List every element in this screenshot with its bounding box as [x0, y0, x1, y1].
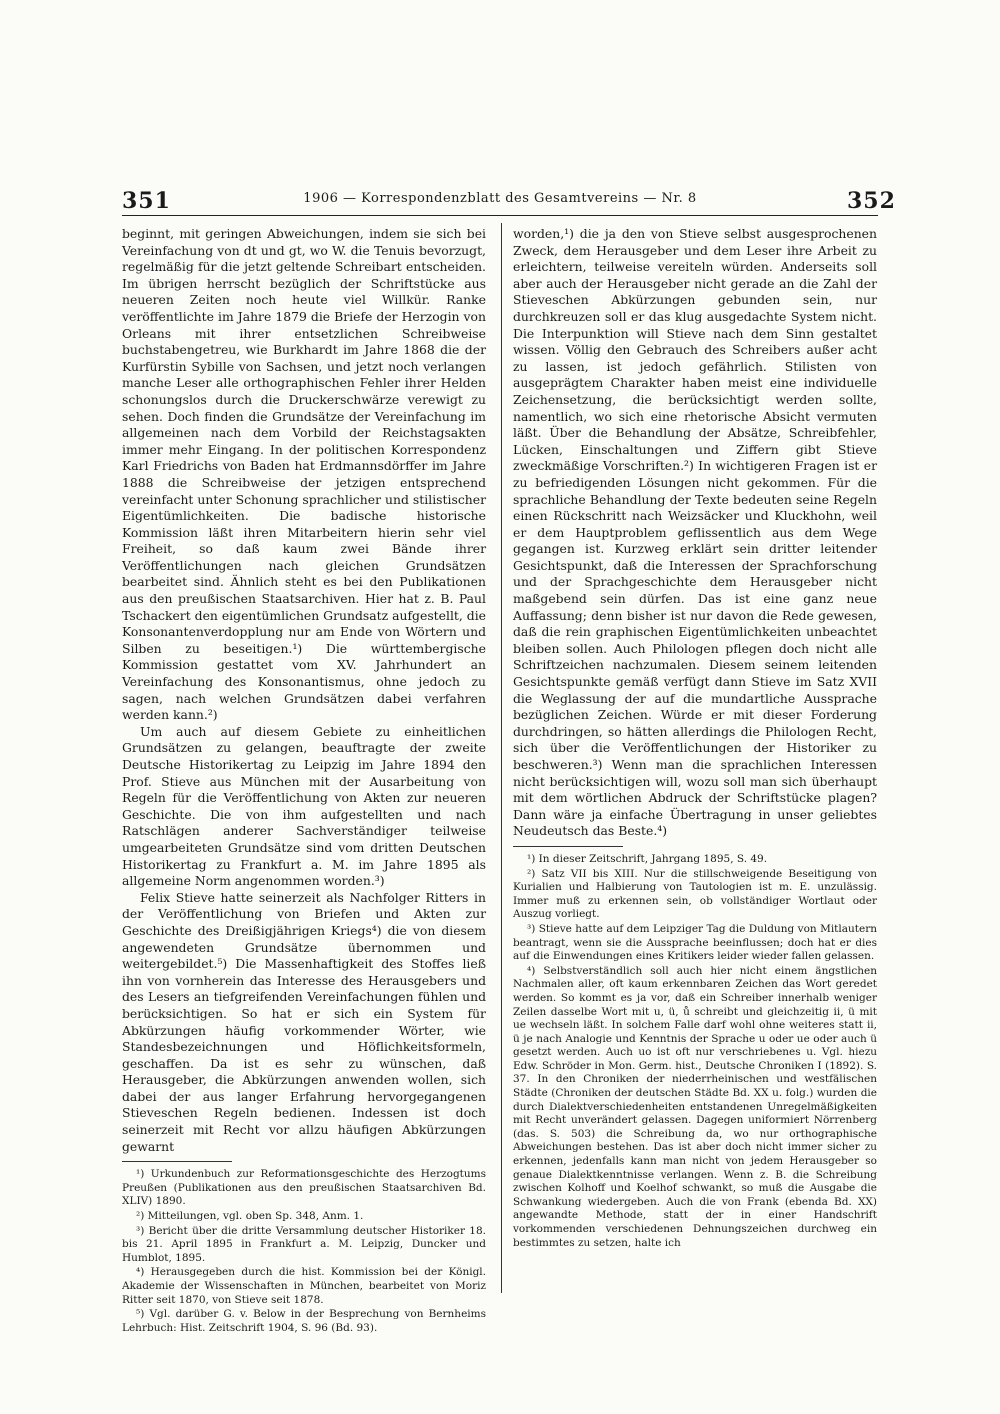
- right-column: [513, 226, 877, 1251]
- header-rule: [122, 215, 878, 216]
- left-body-text: [122, 226, 486, 1155]
- footnote: ²) Mitteilungen, vgl. oben Sp. 348, Anm. 1.: [136, 1210, 364, 1223]
- page-number-left: 351: [122, 188, 171, 214]
- left-paragraph: Um auch auf diesem Gebiete zu einheitlichen Grundsätzen zu gelangen, beauftragte der zweite Deutsche Historikertag zu Leipzig im Jahre 1894 den Prof. Stieve aus München mit der Ausarbeitung von Regeln für die Veröffentlichung von Akten zur neueren Geschichte. Die von ihm aufgestellten und nach Ratschlägen anderer Sachverständiger teilweise umgearbeiteten Grundsätze sind vom dritten Deutschen Historikertag zu Frankfurt a. M. im Jahre 1895 als allgemeine Norm angenommen worden.³): [122, 723, 486, 889]
- left-paragraph: Felix Stieve hatte seinerzeit als Nachfolger Ritters in der Veröffentlichung von Briefen und Akten zur Geschichte des Dreißigjährigen Kriegs⁴) die von diesem angewendeten Grundsätze übernommen und weitergebildet.⁵) Die Massenhaftigkeit des Stoffes ließ ihn von vornherein das Interesse des Herausgebers und des Lesers an tiefgreifenden Vereinfachungen fühlen und berücksichtigen. So hat er sich ein System für Abkürzungen häufig vorkommender Wörter, wie Standesbezeichnungen und Höflichkeitsformeln, geschaffen. Da ist es sehr zu wünschen, daß Herausgeber, die Abkürzungen anwenden wollen, sich dabei der aus langer Erfahrung hervorgegangenen Stieveschen Regeln bedienen. Indessen ist doch seinerzeit mit Recht vor allzu häufigen Abkürzungen gewarnt: [122, 889, 486, 1154]
- right-footnotes: [513, 853, 877, 1250]
- footnote: ⁴) Selbstverständlich soll auch hier nicht einem ängstlichen Nachmalen aller, oft kaum erkennbaren Zeichen das Wort geredet werden. So kommt es ja vor, daß ein Schreiber innerhalb weniger Zeilen dasselbe Wort mit u, ü, ů schreibt und gleichzeitig ii, ü mit ue wechseln läßt. In solchem Falle darf wohl ohne weiteres statt ii, ü je nach Analogie und Kenntnis der Sprache u oder ue oder auch ü gesetzt werden. Auch uo ist oft nur verschriebenes u. Vgl. hiezu Edw. Schröder in Mon. Germ. hist., Deutsche Chroniken I (1892). S. 37. In den Chroniken der niederrheinischen und westfälischen Städte (Chroniken der deutschen Städte Bd. XX u. folg.) wurden die durch Dialektverschiedenheiten entstandenen Unregelmäßigkeiten mit Recht unverändert gelassen. Dagegen uniformiert Nörrenberg (das. S. 503) die Schreibung da, wo nur orthographische Abweichungen bestehen. Das ist aber doch nicht immer sicher zu erkennen, jedenfalls kann man nicht von jedem Herausgeber so genaue Dialektkenntnisse verlangen. Wenn z. B. die Schreibung zwischen Kolhoff und Koelhof schwankt, so muß die Ausgabe die Schwankung wiedergeben. Auch die von Frank (ebenda Bd. XX) angewandte Methode, statt der in einer Handschrift vorkommenden verschiedenen Dehnungszeichen durchweg ein bestimmtes zu setzen, halte ich: [513, 964, 877, 1249]
- footnote: ¹) Urkundenbuch zur Reformationsgeschichte des Herzogtums Preußen (Publikationen aus den preußischen Staatsarchiven Bd. XLIV) 1890.: [122, 1168, 486, 1208]
- left-column: [122, 226, 486, 1336]
- footnote-rule: [122, 1161, 232, 1162]
- right-paragraph: worden,¹) die ja den von Stieve selbst ausgesprochenen Zweck, dem Herausgeber und dem Leser ihre Arbeit zu erleichtern, teilweise vereiteln würden. Anderseits soll aber auch der Herausgeber nicht gerade an die Zahl der Stieveschen Abkürzungen gebunden sein, nur durchkreuzen soll er das klug ausgedachte System nicht. Die Interpunktion will Stieve nach dem Sinn gestaltet wissen. Völlig den Gebrauch des Schreibers außer acht zu lassen, ist jedoch gefährlich. Stilisten von ausgeprägtem Charakter haben meist eine individuelle Zeichensetzung, die berücksichtigt werden sollte, namentlich, wo sich eine rhetorische Absicht vermuten läßt. Über die Behandlung der Absätze, Schreibfehler, Lücken, Einschaltungen und Ziffern gibt Stieve zweckmäßige Vorschriften.²) In wichtigeren Fragen ist er zu befriedigenden Lösungen nicht gekommen. Für die sprachliche Behandlung der Texte bedeuten seine Regeln einen Rückschritt nach Weizsäcker und Kluckhohn, weil er dem Hauptproblem geflissentlich aus dem Wege gegangen ist. Kurzweg erklärt sein dritter leitender Gesichtspunkt, daß die Interessen der Sprachforschung und der Sprachgeschichte dem Herausgeber nicht maßgebend sein dürfen. Das ist eine ganz neue Auffassung; denn bisher ist nur davon die Rede gewesen, daß die rein graphischen Eigentümlichkeiten unbeachtet bleiben sollen. Auch Philologen pflegen doch nicht alle Schriftzeichen nachzumalen. Diesem seinem leitenden Gesichtspunkte gemäß verfügt dann Stieve im Satz XVII die Weglassung der auf die mundartliche Aussprache bezüglichen Zeichen. Würde er mit dieser Forderung durchdringen, so hätten allerdings die Philologen Recht, sich über die Veröffentlichungen der Historiker zu beschweren.³) Wenn man die sprachlichen Interessen nicht berücksichtigen will, wozu soll man sich überhaupt mit dem wörtlichen Abdruck der Schriftstücke plagen? Dann wäre ja einfache Übertragung in unser geliebtes Neudeutsch das Beste.⁴): [513, 226, 877, 839]
- footnote: ³) Stieve hatte auf dem Leipziger Tag die Duldung von Mitlautern beantragt, wenn sie die Aussprache beeinflussen; doch hat er dies auf die Einwendungen eines Kritikers leider wieder fallen gelassen.: [513, 922, 877, 963]
- footnote: ³) Bericht über die dritte Versammlung deutscher Historiker 18. bis 21. April 1895 in Frankfurt a. M. Leipzig, Duncker und Humblot, 1895.: [122, 1224, 486, 1264]
- right-body-text: [513, 226, 877, 840]
- column-divider: [501, 223, 502, 1293]
- footnote: ²) Satz VII bis XIII. Nur die stillschweigende Beseitigung von Kurialien und Halbierung von Tautologien ist m. E. unzulässig. Immer muß zu erkennen sein, ob vollständiger Wortlaut oder Auszug vorliegt.: [513, 867, 877, 921]
- footnote-rule: [513, 846, 623, 847]
- footnote: ⁵) Vgl. darüber G. v. Below in der Besprechung von Bernheims Lehrbuch: Hist. Zeitschrift 1904, S. 96 (Bd. 93).: [122, 1308, 486, 1334]
- left-footnotes: [122, 1168, 486, 1335]
- footnote: ⁴) Herausgegeben durch die hist. Kommission bei der Königl. Akademie der Wissenschaften in München, bearbeitet von Moriz Ritter seit 1870, von Stieve seit 1878.: [122, 1266, 486, 1306]
- running-head: 1906 — Korrespondenzblatt des Gesamtvereins — Nr. 8: [303, 191, 697, 206]
- left-paragraph: beginnt, mit geringen Abweichungen, indem sie sich bei Vereinfachung von dt und gt, wo W. die Tenuis bevorzugt, regelmäßig für die jetzt geltende Schreibart entscheiden. Im übrigen herrscht bezüglich der Schriftstücke aus neueren Zeiten noch heute viel Willkür. Ranke veröffentlichte im Jahre 1879 die Briefe der Herzogin von Orleans mit ihrer entsetzlichen Schreibweise buchstabengetreu, wie Burkhardt im Jahre 1868 die der Kurfürstin Sybille von Sachsen, und jetzt noch verlangen manche Leser alle orthographischen Fehler ihrer Helden schonungslos durch die Druckerschwärze verewigt zu sehen. Doch finden die Grundsätze der Vereinfachung im allgemeinen nach dem Vorbild der Reichstagsakten immer mehr Eingang. In der politischen Korrespondenz Karl Friedrichs von Baden hat Erdmannsdörffer im Jahre 1888 die Schreibweise der jetzigen entsprechend vereinfacht unter Schonung sprachlicher und stilistischer Eigentümlichkeiten. Die badische historische Kommission läßt ihren Mitarbeitern hierin sehr viel Freiheit, so daß kaum zwei Bände ihrer Veröffentlichungen nach gleichen Grundsätzen bearbeitet sind. Ähnlich steht es bei den Publikationen aus den preußischen Staatsarchiven. Hier hat z. B. Paul Tschackert den eigentümlichen Grundsatz aufgestellt, die Konsonantenverdopplung nur am Ende von Wörtern und Silben zu beseitigen.¹) Die württembergische Kommission gestattet vom XV. Jahrhundert an Vereinfachung des Konsonantismus, ohne jedoch zu sagen, nach welchen Grundsätzen dabei verfahren werden kann.²): [122, 226, 486, 723]
- footnote: ¹) In dieser Zeitschrift, Jahrgang 1895, S. 49.: [527, 852, 768, 865]
- page-number-right: 352: [847, 188, 896, 214]
